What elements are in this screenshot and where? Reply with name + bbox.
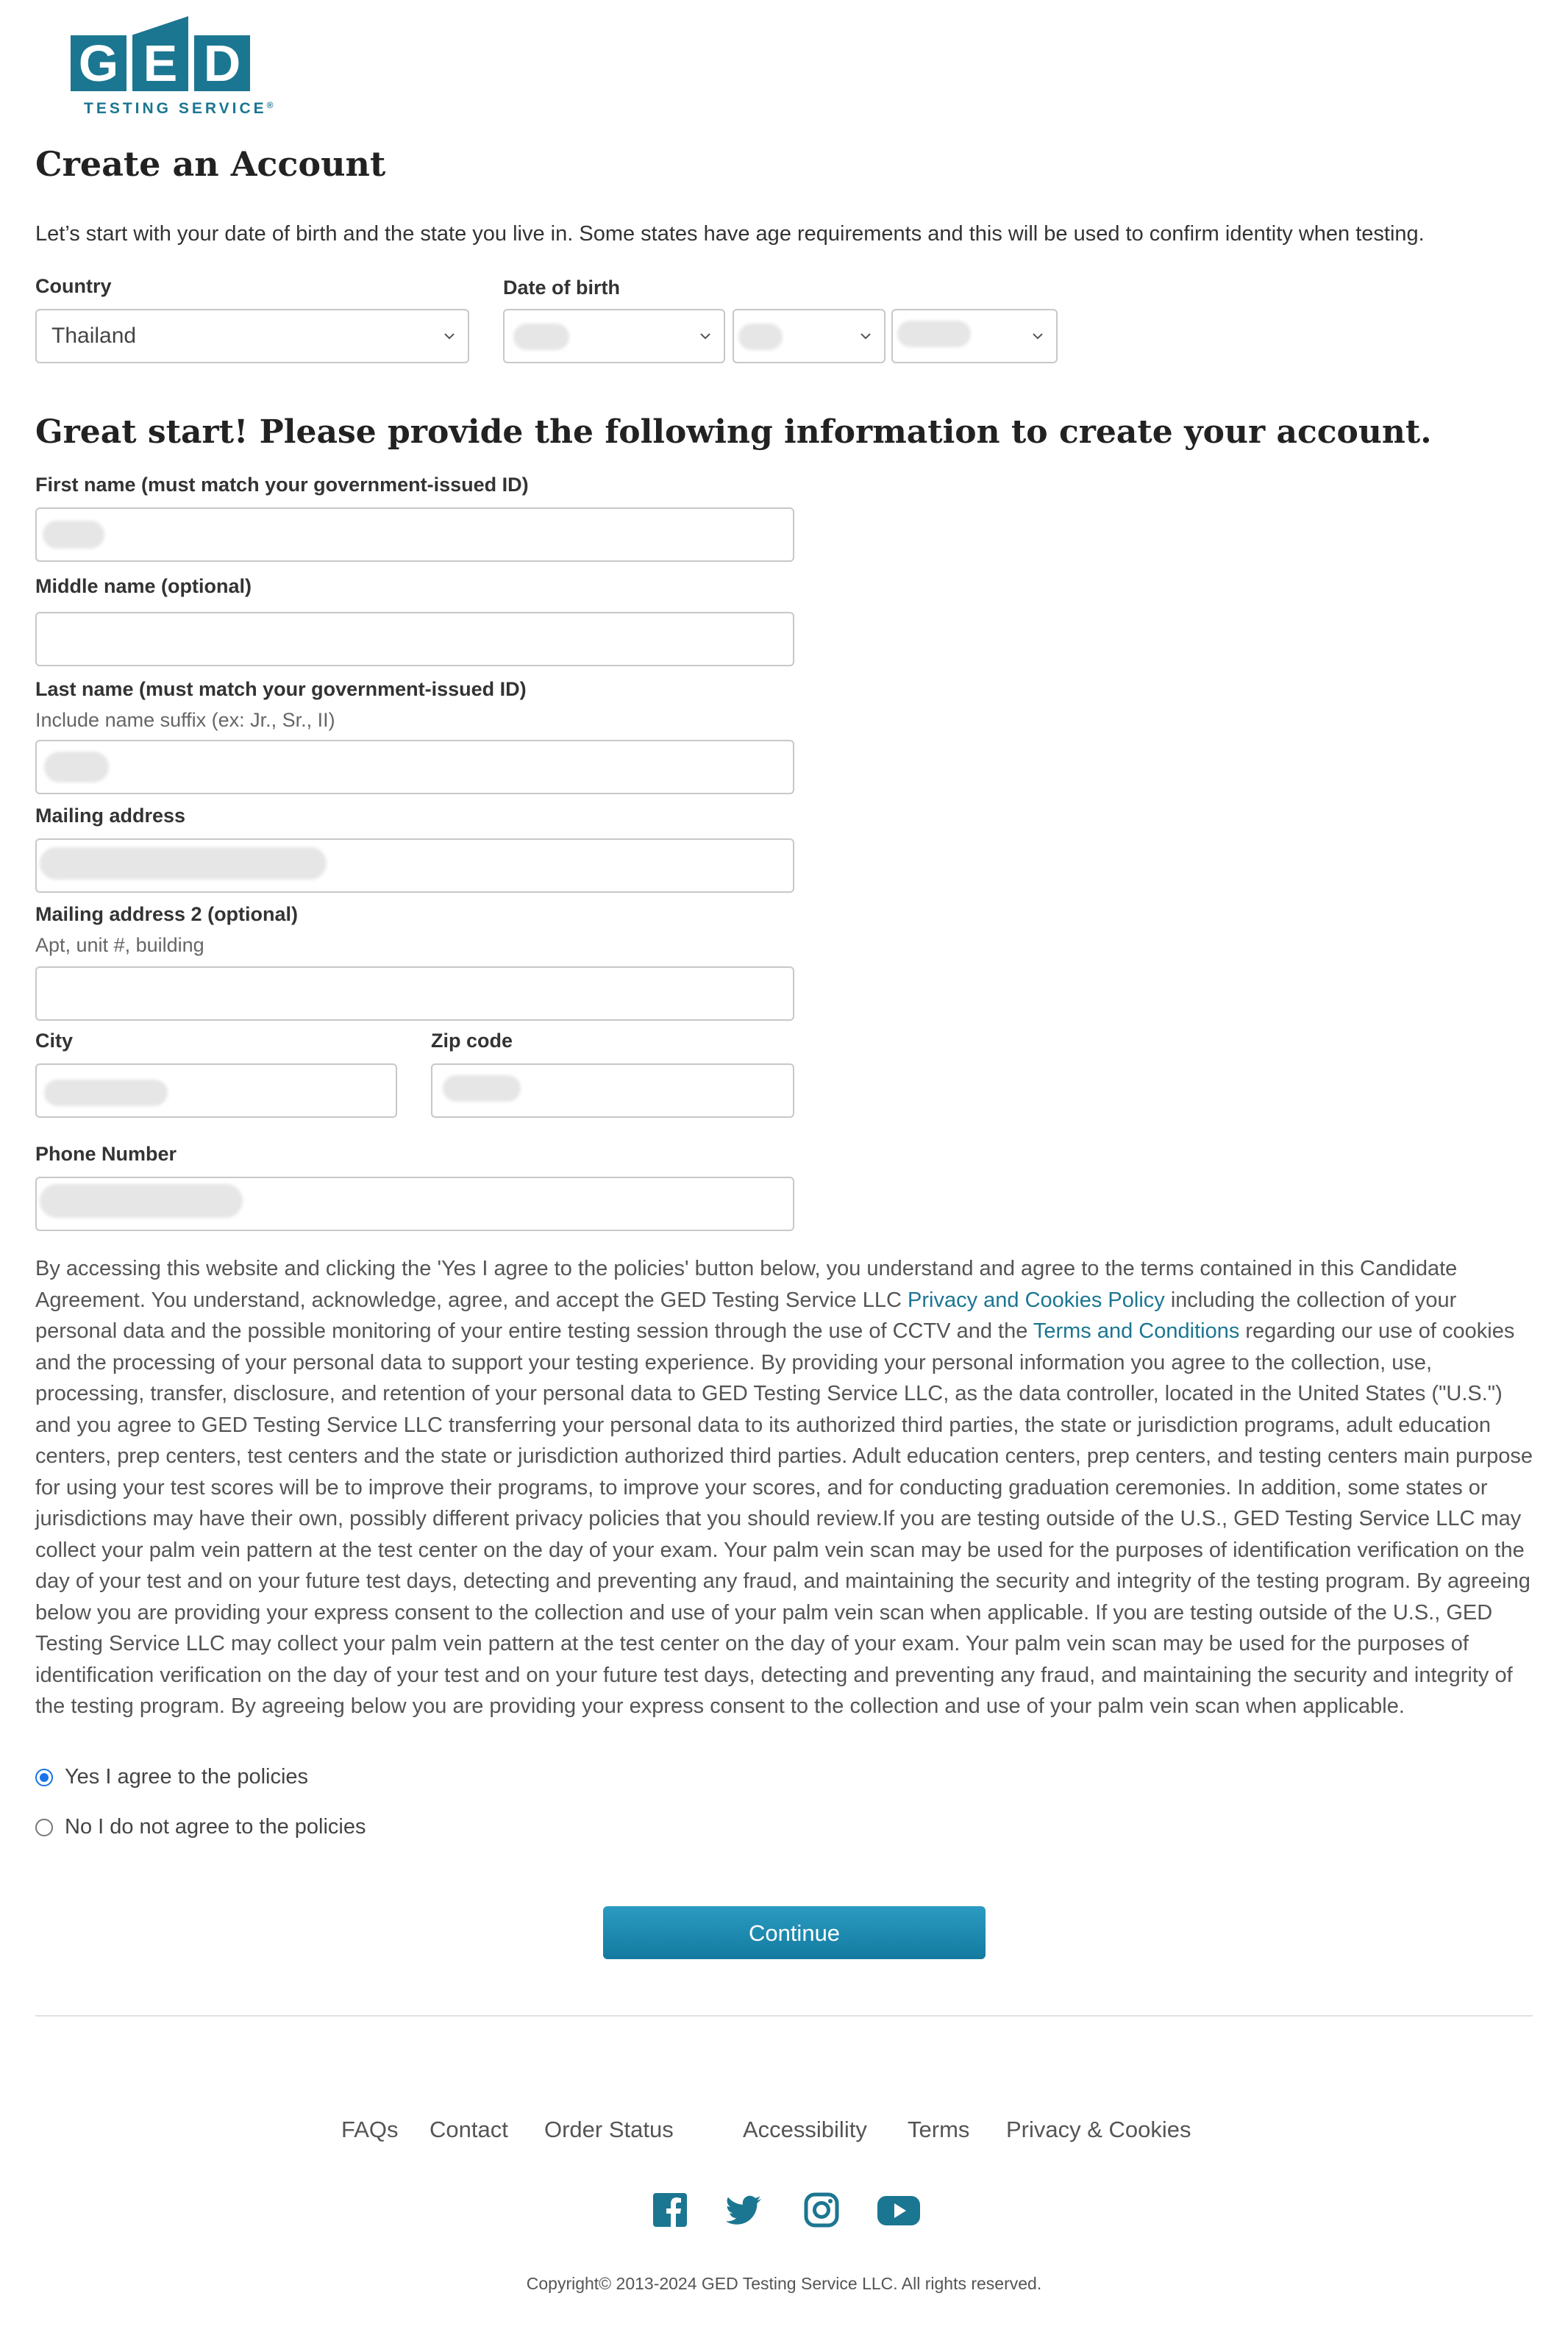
last-name-input[interactable]: [35, 740, 794, 794]
footer-divider: [35, 2015, 1533, 2017]
facebook-icon[interactable]: [652, 2192, 688, 2228]
redacted-value: [897, 321, 971, 347]
footer-link-accessibility[interactable]: Accessibility: [743, 2117, 867, 2142]
twitter-icon[interactable]: [727, 2192, 763, 2228]
youtube-icon[interactable]: [877, 2192, 921, 2228]
dob-year-select[interactable]: [891, 309, 1058, 363]
first-name-label: First name (must match your government-issued ID): [35, 474, 529, 496]
privacy-cookies-policy-link[interactable]: Privacy and Cookies Policy: [908, 1288, 1165, 1312]
disagree-radio-option[interactable]: [35, 1815, 366, 1839]
logo-subtitle: [84, 100, 274, 118]
mailing-address2-input[interactable]: [35, 966, 794, 1021]
redacted-value: [738, 324, 783, 350]
logo-letter-g: G: [78, 35, 119, 92]
phone-label: Phone Number: [35, 1143, 177, 1165]
country-value: Thailand: [51, 324, 137, 348]
agreement-part-3: regarding our use of cookies and the processing of your personal data to support your testing experience. By providing your personal information you agree to the collection, use, processing, transfer, disclosure, and retention of your personal data to GED Testing Service LLC, as the data controller, located in the United States ("U.S.") and you agree to GED Testing Service LLC transferring your personal data to its authorized third parties, the state or jurisdiction programs, adult education centers, prep centers, test centers and the state or jurisdiction authorized third parties. Adult education centers, prep centers, and testing centers main purpose for using your test scores will be to improve their programs, to improve your scores, and for conducting graduation ceremonies. In addition, some states or jurisdictions may have their own, possibly different privacy policies that you should review.If you are testing outside of the U.S., GED Testing Service LLC may collect your palm vein pattern at the test center on the day of your exam. Your palm vein scan may be used for the purposes of identification verification on the day of your test and on your future test days, detecting and preventing any fraud, and maintaining the security and integrity of the testing program. By agreeing below you are providing your express consent to the collection and use of your palm vein scan when applicable. If you are testing outside of the U.S., GED Testing Service LLC may collect your palm vein pattern at the test center on the day of your exam. Your palm vein scan may be used for the purposes of identification verification on the day of your test and on your future test days, detecting and preventing any fraud, and maintaining the security and integrity of the testing program. By agreeing below you are providing your express consent to the collection and use of your palm vein scan when applicable.: [35, 1319, 1533, 1718]
candidate-agreement-text: [35, 1253, 1536, 1722]
middle-name-text[interactable]: [37, 613, 793, 665]
first-name-input[interactable]: [35, 507, 794, 562]
redacted-value: [513, 324, 569, 350]
middle-name-label: Middle name (optional): [35, 575, 252, 597]
agree-radio-option[interactable]: [35, 1765, 308, 1789]
redacted-value: [44, 752, 109, 782]
mailing-address-label: Mailing address: [35, 805, 186, 827]
agree-radio-label[interactable]: Yes I agree to the policies: [65, 1765, 309, 1789]
mailing-address2-label: Mailing address 2 (optional): [35, 903, 299, 925]
logo-letter-e: E: [143, 35, 178, 92]
country-label: Country: [35, 275, 112, 297]
city-label: City: [35, 1030, 74, 1052]
mailing-address2-text[interactable]: [37, 968, 793, 1019]
mailing-address2-hint: Apt, unit #, building: [35, 934, 204, 956]
agreement-part-2: including the collection of your personal data and the possible monitoring of your entire testing session through the use of CCTV and the: [35, 1288, 1457, 1343]
agree-radio[interactable]: [35, 1769, 53, 1786]
logo-reg-mark: ®: [266, 100, 274, 110]
logo-subtitle-text: TESTING SERVICE: [84, 100, 267, 117]
redacted-value: [443, 1075, 521, 1102]
footer-link-terms[interactable]: Terms: [908, 2117, 970, 2142]
last-name-hint: Include name suffix (ex: Jr., Sr., II): [35, 709, 335, 731]
country-select[interactable]: [35, 309, 469, 363]
phone-input[interactable]: [35, 1177, 794, 1231]
footer-link-privacy-cookies[interactable]: Privacy & Cookies: [1006, 2117, 1191, 2142]
chevron-down-icon: [443, 329, 456, 343]
disagree-radio[interactable]: [35, 1819, 53, 1836]
dob-label: Date of birth: [503, 277, 620, 299]
chevron-down-icon: [859, 329, 872, 343]
redacted-value: [40, 1184, 243, 1218]
redacted-value: [44, 1080, 168, 1106]
last-name-label: Last name (must match your government-issued ID): [35, 678, 527, 700]
continue-button[interactable]: Continue: [603, 1906, 986, 1959]
footer-link-order-status[interactable]: Order Status: [544, 2117, 674, 2142]
zip-input[interactable]: [431, 1063, 794, 1118]
footer-link-contact[interactable]: Contact: [430, 2117, 508, 2142]
mailing-address-input[interactable]: [35, 838, 794, 893]
logo-letter-d: D: [203, 35, 241, 92]
chevron-down-icon: [699, 329, 712, 343]
dob-day-select[interactable]: [733, 309, 885, 363]
chevron-down-icon: [1031, 329, 1044, 343]
section-title: Great start! Please provide the following information to create your account.: [35, 413, 1432, 451]
footer-link-faqs[interactable]: FAQs: [341, 2117, 399, 2142]
page-title: Create an Account: [35, 144, 386, 184]
city-input[interactable]: [35, 1063, 397, 1118]
copyright-text: Copyright© 2013-2024 GED Testing Service LLC. All rights reserved.: [526, 2274, 1042, 2293]
redacted-value: [43, 521, 104, 549]
terms-conditions-link[interactable]: Terms and Conditions: [1033, 1319, 1240, 1343]
instagram-icon[interactable]: [803, 2192, 840, 2228]
agreement-part-1: By accessing this website and clicking the 'Yes I agree to the policies' button below, you understand and agree to the terms contained in this Candidate Agreement. You understand, acknowledge, agree, and accept the GED Testing Service LLC: [35, 1257, 1458, 1312]
middle-name-input[interactable]: [35, 612, 794, 666]
dob-month-select[interactable]: [503, 309, 725, 363]
redacted-value: [40, 847, 327, 880]
ged-logo[interactable]: [71, 16, 274, 119]
page-intro: Let’s start with your date of birth and the state you live in. Some states have age requirements and this will be used to confirm identity when testing.: [35, 222, 1425, 246]
disagree-radio-label[interactable]: No I do not agree to the policies: [65, 1815, 366, 1839]
zip-label: Zip code: [431, 1030, 513, 1052]
